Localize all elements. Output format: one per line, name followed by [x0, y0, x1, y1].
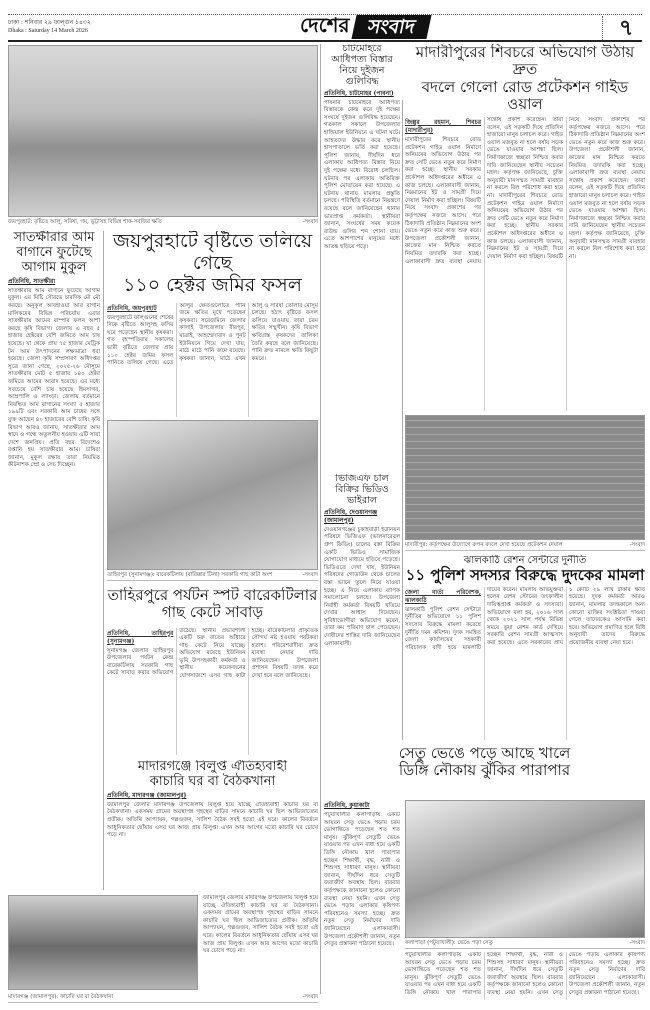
- caption-text: কলাপাড়া (পটুয়াখালী): ভেঙে পড়া সেতু: [405, 940, 493, 946]
- headline-line: বদলে গেলো রোড প্রটেকশন গাইড ওয়াল: [421, 77, 629, 113]
- date-english: Dhaka : Saturday 14 March 2026: [8, 28, 88, 34]
- headline-line: তাহিরপুরে পর্যটন স্পট বারেকটিলার: [107, 587, 318, 604]
- left-lower-stack: [107, 420, 318, 892]
- column-divider: [402, 100, 403, 740]
- headline-line: ডিঙ্গি নৌকায় ঝুঁকির পারাপার: [398, 761, 571, 780]
- article-tahirpur: [107, 587, 318, 755]
- headline: [107, 587, 318, 622]
- headline-madaripur: [405, 44, 645, 113]
- flooded-field-photo: [8, 45, 318, 217]
- body-text: জয়পুরহাটে ফাল্গুনের শেষের দিকে বৃষ্টিতে আলুসহ ফসির ঘরে পড়েছেন স্থানীয় কৃষকরা। গত বৃহস্পতিবার সকালের ভারী বৃষ্টিতে জেলার প্রায় ১১০ হেক্টর জমির ফসল পানিতে তলিয়ে গেছে। এতে আলুর ক্ষেতগুলোতে পানি জমে ক্ষতির মুখে পড়েছেন কৃষকরা। সরেজমিনে জেলার কালাই উপজেলার বীরপুর, মাত্রাই, আহম্মেদাবাদ ও পুনট ইউনিয়নে গিয়ে দেখা যায়, মাঠে মাঠে পানি জমে রয়েছে। কৃষকরা জানান, মাঠে এখন আলু ও সরিষা তোলার মৌসুম চলছে। হঠাৎ বৃষ্টিতে ফসল তলিয়ে যাওয়ায় তারা চরম ক্ষতির সম্মুখীন। কৃষি বিভাগ ক্ষতিগ্রস্ত কৃষকদের তালিকা তৈরি করছে বলে জানিয়েছে। পানি দ্রুত নামলে ক্ষতি কিছুটা কমবে।: [107, 302, 318, 367]
- headline-line: মাদারগঞ্জে বিলুপ্ত ঐতিহ্যবাহী: [137, 760, 288, 774]
- caption-credit: -সংবাদ: [302, 572, 318, 578]
- tree-cutting-photo: [107, 420, 318, 570]
- photo-caption: [8, 994, 318, 1003]
- section-masthead: [300, 12, 428, 39]
- right-upper-stack: [405, 44, 645, 740]
- headline-line: জয়পুরহাটে বৃষ্টিতে তলিয়ে গেছে: [112, 231, 313, 274]
- headline: সাতক্ষীরার আম বাগানে ফুটেছে আগাম মুকুল: [13, 231, 95, 275]
- headline-line: কাচারি ঘর বা বৈঠকখানা: [149, 773, 276, 789]
- body-text: সুনামগঞ্জ জেলার তাহিরপুর উপজেলার পর্যটন কেন্দ্র বারেকটিলায় সরকারি গাছ কেটে সাবাড় করার অভিযোগ উঠেছে। স্থানীয় প্রভাবশালী একটি চক্র রাতের আঁধারে গাছ কেটে নিয়ে যাচ্ছে। অভিযোগ রয়েছে ইউনিয়ন ভূমি উপসহকারী কর্মকর্তা ও স্থানীয় কয়েকজনের যোগসাজশে এসব গাছ কাটা হচ্ছে। বারেকটিলার প্রাকৃতিক সৌন্দর্য নষ্ট হওয়ায় পর্যটকরা হতাশ। পরিবেশবাদীরা দ্রুত ব্যবস্থা নেয়ার দাবি জানিয়েছেন। উপজেলা প্রশাসন বিষয়টি তদন্ত করে দেখা হবে বলে জানিয়েছে।: [107, 627, 318, 680]
- article-body: পাবনার চাটমোহরে আধিপত্য বিস্তারকে কেন্দ্র করে দুই পক্ষের সংঘর্ষে দুইজন গুলিবিদ্ধ হয়েছেন। গতকাল সকালে উপজেলার হান্ডিয়াল ইউনিয়নে এ ঘটনা ঘটে। আহতদের উদ্ধার করে স্থানীয় হাসপাতালে ভর্তি করা হয়েছে। পুলিশ জানায়, দীর্ঘদিন ধরে এলাকায় আধিপত্য বিস্তার নিয়ে দুই পক্ষের মধ্যে বিরোধ চলছিল। ঘটনার পর এলাকায় অতিরিক্ত পুলিশ মোতায়েন করা হয়েছে। এ ঘটনায় থানায় মামলার প্রস্তুতি চলছে। পরিস্থিতি বর্তমানে নিয়ন্ত্রণে রয়েছে বলে জানিয়েছেন থানার ভারপ্রাপ্ত কর্মকর্তা। স্থানীয়রা জানান, সংঘর্ষের সময় কয়েক রাউন্ড গুলির শব্দ শোনা যায়। এতে আশপাশের মানুষের মধ্যে আতঙ্ক ছড়িয়ে পড়ে।: [324, 99, 400, 250]
- caption-credit: -সংবাদ: [629, 542, 645, 548]
- article-madaripur: [405, 44, 645, 411]
- section-title-part2: সংবাদ: [351, 15, 431, 39]
- article-body: [107, 303, 318, 417]
- article-body: [107, 628, 318, 756]
- article-kuakata-continued: [405, 952, 645, 1000]
- byline: প্রতিনিধি, মাদারগঞ্জ (জামালপুর): [107, 791, 187, 799]
- article-madarganj: [107, 760, 318, 892]
- guide-wall-photo: [405, 415, 645, 540]
- byline: প্রতিনিধি, চাটমোহর (পাবনা): [324, 89, 394, 97]
- caption-credit: -সংবাদ: [629, 940, 645, 946]
- byline: জেলা বার্তা পরিবেশক, ঝালকাঠি: [405, 588, 481, 604]
- article-jhalokathi: [405, 555, 645, 740]
- byline: প্রতিনিধি, তাহিরপুর (সুনামগঞ্জ): [107, 629, 174, 645]
- header-rule: [8, 40, 642, 42]
- photo-caption: [107, 572, 318, 581]
- headline-line: মাদারীপুরের শিবচরে অভিযোগ উঠায় দ্রুত: [415, 44, 635, 79]
- headline-jhalokathi: ১১ পুলিশ সদস্যর বিরুদ্ধে দুদকের মামলা: [405, 565, 645, 584]
- headline: চাটমোহরে আধিপত্য বিস্তার নিয়ে দুইজন গুলিবিদ্ধ: [331, 44, 393, 87]
- article-body: দেওয়ানগঞ্জের চুকাইবাড়ী ইউনিয়ন পরিষদে ভিজিএফ (ভালনারেবল গ্রুপ ফিডিং) চালের বস্তা বিক্রির একটি ভিডিও সামাজিক যোগাযোগ মাধ্যমে ছড়িয়ে পড়েছে। ভিডিওতে দেখা যায়, ইউনিয়ন পরিষদের গোডাউন থেকে চালের বস্তা ভ্যানে তুলে নিয়ে যাওয়া হচ্ছে। এ নিয়ে এলাকায় ব্যাপক সমালোচনা চলছে। উপজেলা নির্বাহী কর্মকর্তা বিষয়টি খতিয়ে দেখার আশ্বাস দিয়েছেন। সুবিধাভোগীরা অভিযোগ করেন, তারা কম পরিমাণ চাল পেয়েছেন। দোষীদের শাস্তির দাবি জানিয়েছেন এলাকাবাসী।: [324, 526, 400, 647]
- headline: [107, 231, 318, 297]
- article-body: সাতক্ষীরার আম বাগানে ফুটেছে আগাম মুকুল। এর মিষ্টি সৌরভে চারদিক মৌ মৌ করছে। অনুকূল আবহাওয়া আর বাগান মালিকদের বিভিন্ন পরিচর্যায় এবার সাতক্ষীরায় আমের বাম্পার ফলন আশা করছে কৃষি বিভাগ। জেলায় এ বছর ৫ হাজার হেক্টরের বেশি জমিতে আম চাষ হয়েছে। যা থেকে প্রায় ৭৫ হাজার মেট্রিক টন আম উৎপাদনের লক্ষ্যমাত্রা ধরা হয়েছে। জেলা কৃষি সম্প্রসারণ অধিদপ্তর সূত্রে জানা গেছে, ২০২৫-২৬ মৌসুমে সাতক্ষীরার মোট ৫ হাজার ১৪০ হেক্টর জমিতে আমের আবাদ হয়েছে। এর মধ্যে সবচেয়ে বেশি চাষ হয়েছে হিমসাগর, আম্রপালি ও ল্যাংড়া। জেলায় বর্তমানে নিবন্ধিত আম বাগানের সংখ্যা ৫ হাজার ১৯৯টি এবং সরকারি আম চাষের সঙ্গে যুক্ত আছেন ৪০ হাজারের বেশি চাষি। কৃষি বিভাগ আরও জানায়, সাতক্ষীরার আম স্বাদে ও গন্ধে অতুলনীয় হওয়ায় এটি সারা দেশে জনপ্রিয়। প্রতি বছর বিদেশেও রপ্তানি হয় সাতক্ষীরার আম। চাষিরা জানান, মুকুল রক্ষায় তারা নিয়মিত কীটনাশক স্প্রে ও সেচ দিচ্ছেন।: [8, 287, 100, 469]
- broken-bridge-photo: [405, 800, 645, 938]
- article-satkhira: [8, 231, 100, 890]
- page-number: ৭: [602, 16, 633, 40]
- body-text: পটুয়াখালীর কলাপাড়ায় একটি আয়রন সেতু ভেঙে পড়ায় চরম ভোগান্তিতে পড়েছেন শত শত মানুষ। ঝুঁকিপূর্ণ সেতুটি ভেঙে যাওয়ার পর এখন বাধ্য হয়ে একটি ডিঙ্গি নৌকায় খাল পারাপার হচ্ছেন শিক্ষার্থী, বৃদ্ধ, নারী ও শিশুসহ সাধারণ মানুষ। স্থানীয়রা জানান, দীর্ঘদিন ধরে সেতুটি জরাজীর্ণ অবস্থায় ছিল। বারবার কর্তৃপক্ষকে জানানো হলেও কোনো ব্যবস্থা নেয়া হয়নি। এখন সেতু ভেঙে পড়ায় এলাকার কৃষিপণ্য পরিবহনেও সমস্যা হচ্ছে। দ্রুত নতুন সেতু নির্মাণের দাবি জানিয়েছেন এলাকাবাসী। উপজেলা প্রকৌশলী জানান, নতুন সেতুর প্রস্তাবনা পাঠানো হয়েছে।: [405, 952, 645, 996]
- kicker: ঝালকাঠি রেশন সেন্টারে দুর্নীতি: [463, 555, 587, 566]
- caption-text: মাদারগঞ্জ (জামালপুর): কাচারি ঘর বা বৈঠকখানা: [8, 994, 114, 1000]
- caption-text: জয়পুরহাট: বৃষ্টিতে আলু, সরিষা, গম, ভুট্টাসহ বিভিন্ন শাক-সবজির ক্ষতি: [8, 219, 162, 225]
- caption-text: তাহিরপুর (সুনামগঞ্জ): বারেকটিলায় (বারিক্কার টিলা) সরকারি গাছ কাটা অংশ: [107, 572, 273, 578]
- date-bangla: ঢাকা : শনিবার ২৯ ফাল্গুন ১৪৩২: [8, 19, 91, 26]
- article-madaripur-body: [405, 117, 645, 411]
- body-text: মাদারীপুরের শিবচরে রোড প্রটেকশন গাইড ওয়াল নির্মাণে অনিয়মের অভিযোগ উঠার পর দ্রুত সেটি ভেঙে নতুন করে নির্মাণ করা হচ্ছে। স্থানীয় সরকার প্রকৌশল অধিদপ্তরের অধীনে এ কাজ চলছে। এলাকাবাসী জানান, নিম্নমানের ইট ও সামগ্রী দিয়ে দেয়াল নির্মাণ করা হচ্ছিল। বিষয়টি নিয়ে সংবাদ প্রকাশের পর কর্তৃপক্ষের নজরে আসে। পরে ঠিকাদারি প্রতিষ্ঠান নিম্নমানের অংশ ভেঙে নতুন করে কাজ শুরু করে। উপজেলা প্রকৌশলী জানান, কাজের মান নিশ্চিত করতে নিয়মিত তদারকি করা হচ্ছে। এলাকাবাসী দ্রুত ব্যবস্থা নেয়ায় সন্তোষ প্রকাশ করেছেন। তারা বলেন, এই সড়কটি দিয়ে প্রতিদিন হাজারো মানুষ চলাচল করে। গাইড ওয়াল মজবুত না হলে বর্ষায় সড়ক ভেঙে যাওয়ার আশঙ্কা ছিল। নির্মাণকাজে স্বচ্ছতা নিশ্চিত করার দাবি জানিয়েছেন স্থানীয় সচেতন মহল। কর্তৃপক্ষ জানিয়েছে, চুক্তি অনুযায়ী মানসম্মত সামগ্রী ব্যবহার না করলে বিল পরিশোধ করা হবে না।: [487, 117, 645, 260]
- dateline: [8, 19, 91, 35]
- headline: [107, 760, 318, 790]
- headline-line: সেতু ভেঙে পড়ে আছে খালে: [398, 745, 571, 762]
- photo-caption: [8, 219, 318, 227]
- body-text: ঝালকাঠি পুলিশ রেশন সেন্টারে দুর্নীতির অভিযোগে ১১ পুলিশ সদস্যের বিরুদ্ধে মামলা করেছে দুর্নীতি দমন কমিশন। দুদক সমন্বিত জেলা কার্যালয়ের সহকারী পরিচালক বাদী হয়ে মামলাটি দায়ের করেন। মামলায় অভিযুক্তরা হলেন রেশন স্টোরের তৎকালীন দায়িত্বপ্রাপ্ত কর্মকর্তা ও সদস্যরা। অভিযোগে বলা হয়, ২০১৬ সাল থেকে ২০২১ সাল পর্যন্ত বিভিন্ন সময়ে ভুয়া রেশন কার্ড দেখিয়ে সরকারি রেশন সামগ্রী আত্মসাৎ করা হয়েছে। এতে সরকারের প্রায় ১ কোটি ২৯ লাখ টাকার ক্ষতি হয়েছে। দুদক কর্মকর্তা আরও জানান, মামলার তদন্তকালে অন্য কোনো ব্যক্তির সংশ্লিষ্টতা পাওয়া গেলে তাদেরকেও আসামি করা হবে। অভিযোগ প্রমাণিত হলে বিধি অনুযায়ী তাদের বিরুদ্ধে প্রয়োজনীয় ব্যবস্থা নেয়া হবে।: [405, 586, 645, 651]
- section-divider: [320, 44, 321, 994]
- caption-credit: -সংবাদ: [302, 219, 318, 225]
- article-body: পটুয়াখালীর কলাপাড়ায় একটি আয়রন সেতু ভেঙে পড়ায় চরম ভোগান্তিতে পড়েছেন শত শত মানুষ। ঝুঁকিপূর্ণ সেতুটি ভেঙে যাওয়ার পর এখন বাধ্য হয়ে একটি ডিঙ্গি নৌকায় খাল পারাপার হচ্ছেন শিক্ষার্থী, বৃদ্ধ, নারী ও শিশুসহ সাধারণ মানুষ। স্থানীয়রা জানান, দীর্ঘদিন ধরে সেতুটি জরাজীর্ণ অবস্থায় ছিল। বারবার কর্তৃপক্ষকে জানানো হলেও কোনো ব্যবস্থা নেয়া হয়নি। এখন সেতু ভেঙে পড়ায় এলাকার কৃষিপণ্য পরিবহনেও সমস্যা হচ্ছে। দ্রুত নতুন সেতু নির্মাণের দাবি জানিয়েছেন এলাকাবাসী। উপজেলা প্রকৌশলী জানান, নতুন সেতুর প্রস্তাবনা পাঠানো হয়েছে।: [324, 812, 400, 948]
- top-photo-block: [8, 45, 318, 227]
- article-vgf: [324, 474, 400, 738]
- byline: প্রতিনিধি, জয়পুরহাট: [107, 304, 157, 312]
- section-title-part1: দেশের: [300, 12, 350, 37]
- body-text: মাদারীপুরের শিবচরে রোড প্রটেকশন গাইড ওয়াল নির্মাণে অনিয়মের অভিযোগ উঠার পর দ্রুত সেটি ভেঙে নতুন করে নির্মাণ করা হচ্ছে। স্থানীয় সরকার প্রকৌশল অধিদপ্তরের অধীনে এ কাজ চলছে। এলাকাবাসী জানান, নিম্নমানের ইট ও সামগ্রী দিয়ে দেয়াল নির্মাণ করা হচ্ছিল। বিষয়টি নিয়ে সংবাদ প্রকাশের পর কর্তৃপক্ষের নজরে আসে। পরে ঠিকাদারি প্রতিষ্ঠান নিম্নমানের অংশ ভেঙে নতুন করে কাজ শুরু করে। উপজেলা প্রকৌশলী জানান, কাজের মান নিশ্চিত করতে নিয়মিত তদারকি করা হচ্ছে। এলাকাবাসী দ্রুত ব্যবস্থা নেয়ায় সন্তোষ প্রকাশ করেছেন। তারা বলেন, এই সড়কটি দিয়ে প্রতিদিন হাজারো মানুষ চলাচল করে। গাইড ওয়াল মজবুত না হলে বর্ষায় সড়ক ভেঙে যাওয়ার আশঙ্কা ছিল। নির্মাণকাজে স্বচ্ছতা নিশ্চিত করার দাবি জানিয়েছেন স্থানীয় সচেতন মহল। কর্তৃপক্ষ জানিয়েছে, চুক্তি অনুযায়ী মানসম্মত সামগ্রী ব্যবহার না করলে বিল পরিশোধ করা হবে না।: [405, 117, 563, 265]
- article-joypurhat: [107, 231, 318, 417]
- headline-line: ১১০ হেক্টর জমির ফসল: [123, 273, 302, 296]
- article-chatmohar: [324, 44, 400, 468]
- byline: প্রতিনিধি, কুয়াকাটা: [324, 802, 370, 809]
- article-body: জামালপুর জেলার মাদারগঞ্জ উপজেলায় বিলুপ্ত হয়ে যাচ্ছে ঐতিহ্যবাহী কাচারি ঘর বা বৈঠকখানা। একসময় গ্রামের অবস্থাপন্ন গৃহস্থের বাড়ির সামনে কাচারি ঘর ছিল আভিজাত্যের প্রতীক। অতিথি আপ্যায়ন, গল্পগুজব, সালিশ বৈঠক সবই হতো এই ঘরে। কালের বিবর্তনে আধুনিকতার ছোঁয়ায় এসব ঘর আজ প্রায় বিলুপ্ত। এখন আর আগের মতো কাচারি ঘর চোখে পড়ে না।: [107, 801, 318, 839]
- headline: ভিজিএফ চাল বিক্রির ভিডিও ভাইরাল: [335, 474, 389, 506]
- article-body-continued: জামালপুর জেলার মাদারগঞ্জ উপজেলায় বিলুপ্ত হয়ে যাচ্ছে ঐতিহ্যবাহী কাচারি ঘর বা বৈঠকখানা। একসময় গ্রামের অবস্থাপন্ন গৃহস্থের বাড়ির সামনে কাচারি ঘর ছিল আভিজাত্যের প্রতীক। অতিথি আপ্যায়ন, গল্পগুজব, সালিশ বৈঠক সবই হতো এই ঘরে। কালের বিবর্তনে আধুনিকতার ছোঁয়ায় এসব ঘর আজ প্রায় বিলুপ্ত। এখন আর আগের মতো কাচারি ঘর চোখে পড়ে না।: [203, 895, 318, 955]
- kachari-ghor-photo: [8, 895, 198, 990]
- caption-text: মাদারীপুর: কর্তৃপক্ষের উদ্যোগে রুপন বদলে দেখা হয়েছে প্রটেকশন দেয়াল: [405, 542, 563, 548]
- caption-credit: -সংবাদ: [302, 994, 318, 1000]
- photo-caption: [405, 542, 645, 551]
- article-kuakata: [324, 800, 400, 990]
- column-divider: [103, 231, 104, 890]
- headline-line: গাছ কেটে সাবাড়: [161, 603, 264, 622]
- headline-kuakata: [324, 745, 645, 797]
- article-jhalokathi-body: [405, 587, 645, 740]
- byline: প্রতিনিধি, দেওয়ানগঞ্জ (জামালপুর): [324, 508, 378, 524]
- kuakata-photo-stack: [405, 800, 645, 1000]
- photo-caption: [405, 940, 645, 949]
- byline: প্রতিনিধি, সাতক্ষীরা: [8, 277, 56, 285]
- byline: জিল্লুর রহমান, শিবচর (মাদারীপুর): [405, 119, 481, 134]
